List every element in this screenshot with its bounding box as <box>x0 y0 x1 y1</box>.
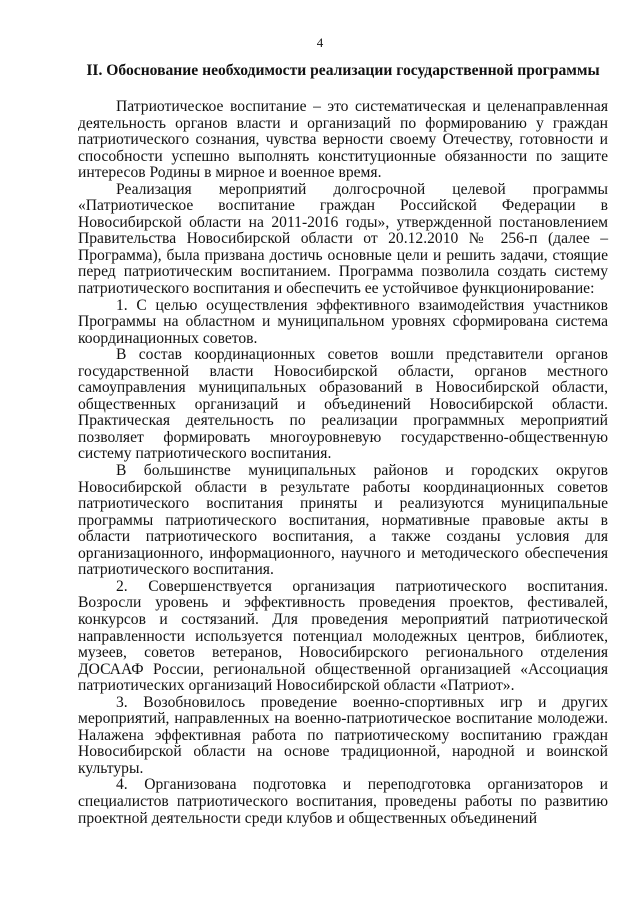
section-title: II. Обоснование необходимости реализации государственной программы <box>86 62 600 79</box>
paragraph-municipal-programs: В большинстве муниципальных районов и городских округов Новосибирской области в результате работы координационных советов патриотического воспитания приняты и реализуются муниципальные программы патриотического воспитания, нормативные правовые акты в области патриотического воспитания, а также созданы условия для организационного, информационного, научного и методического обеспечения патриотического воспитания. <box>78 462 608 579</box>
paragraph-council-members: В состав координационных советов вошли представители органов государственной власти Новосибирской области, органов местного самоуправления муниципальных образований в Новосибирской области, общественных организаций и объединений Новосибирской области. Практическая деятельность по реализации программных мероприятий позволяет формировать многоуровневую государственно-общественную систему патриотического воспитания. <box>78 346 608 463</box>
paragraph-item-2-organization: 2. Совершенствуется организация патриотического воспитания. Возросли уровень и эффективность проведения проектов, фестивалей, конкурсов и состязаний. Для проведения мероприятий патриотической направленности используется потенциал молодежных центров, библиотек, музеев, советов ветеранов, Новосибирского регионального отделения ДОСААФ России, региональной общественной организацией «Ассоциация патриотических организаций Новосибирской области «Патриот». <box>78 577 608 695</box>
paragraph-item-4-training: 4. Организована подготовка и переподготовка организаторов и специалистов патриотического воспитания, проведены работы по развитию проектной деятельности среди клубов и общественных объединений <box>78 776 608 827</box>
paragraph-program-implementation: Реализация мероприятий долгосрочной целевой программы «Патриотическое воспитание граждан Российской Федерации в Новосибирской области на 2011-2016 годы», утвержденной постановлением Правительства Новосибирской области от 20.12.2010 № 256-п (далее – Программа), была призвана достичь основные цели и решить задачи, стоящие перед патриотическим воспитанием. Программа позволила создать систему патриотического воспитания и обеспечить ее устойчивое функционирование: <box>78 180 608 298</box>
page-number: 4 <box>316 35 324 50</box>
paragraph-item-1-coordination-councils: 1. С целью осуществления эффективного взаимодействия участников Программы на областном и муниципальном уровнях сформирована система координационных советов. <box>78 296 608 347</box>
paragraph-patriotic-education-definition: Патриотическое воспитание – это систематическая и целенаправленная деятельность органов власти и организаций по формированию у граждан патриотического сознания, чувства верности своему Отечеству, готовности и способности успешно выполнять конституционные обязанности по защите интересов Родины в мирное и военное время. <box>78 98 608 182</box>
paragraph-item-3-military-sports-games: 3. Возобновилось проведение военно-спортивных игр и других мероприятий, направленных на военно-патриотическое воспитание молодежи. Налажена эффективная работа по патриотическому воспитанию граждан Новосибирской области на основе традиционной, народной и воинской культуры. <box>78 693 608 777</box>
document-body <box>78 99 608 827</box>
